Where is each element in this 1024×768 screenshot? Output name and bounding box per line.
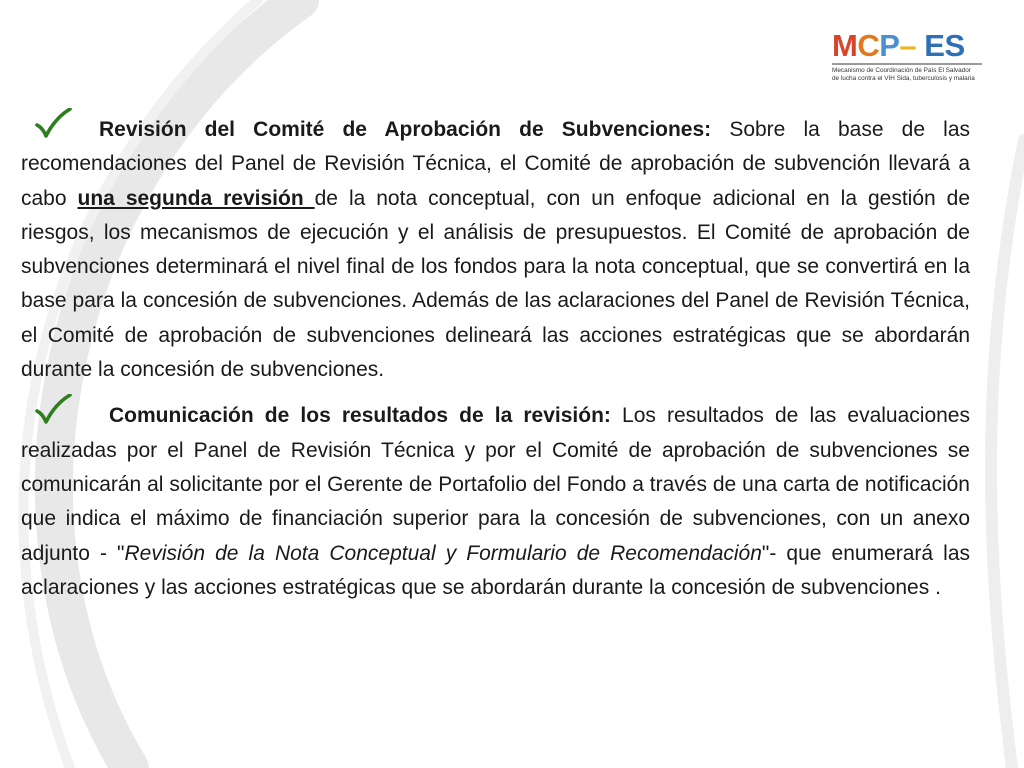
check-icon — [33, 108, 73, 138]
paragraph-2-italic-document-title: Revisión de la Nota Conceptual y Formulario de Recomendación — [124, 541, 762, 565]
logo-dash: – — [899, 28, 917, 63]
logo-divider — [832, 63, 982, 65]
paragraph-2-text-after-italic: "- que enumerará las aclaraciones y las acciones estratégicas que se abordarán durante la concesión de subvenciones . — [21, 541, 971, 599]
paragraph-2-heading: Comunicación de los resultados de la revisión: — [109, 404, 611, 428]
logo-letter-p: P — [879, 28, 900, 63]
paragraph-2-text-before-italic: Los resultados de las evaluaciones realizadas por el Panel de Revisión Técnica y por el Comité de aprobación de subvenciones se comunicarán al solicitante por el Gerente de Portafolio del Fondo a través de una carta de notificación que indica el máximo de financiación superior para la concesión de subvenciones, con un anexo adjunto - " — [21, 404, 970, 565]
paragraph-1-heading: Revisión del Comité de Aprobación de Subvenciones: — [99, 118, 712, 141]
logo-subtitle-line2: de lucha contra el VIH Sida, tuberculosis y malaria — [832, 74, 975, 82]
paragraph-1-text-before-underline: Sobre la base de las recomendaciones del Panel de Revisión Técnica, el Comité de aprobación de subvención llevará a cabo — [21, 118, 971, 210]
logo-letter-m: M — [832, 28, 858, 63]
paragraph-1-underlined-phrase: una segunda revisión — [77, 186, 315, 210]
check-icon — [33, 394, 73, 424]
logo-letters-es: ES — [916, 28, 965, 63]
logo-letter-c: C — [857, 28, 880, 63]
logo-wordmark — [832, 30, 984, 62]
paragraph-comunicacion-resultados — [21, 394, 970, 605]
logo-subtitle-line1: Mecanismo de Coordinación de País El Salvador — [832, 67, 971, 74]
swoosh-arc-right — [991, 140, 1024, 768]
paragraph-revision-comite — [21, 108, 970, 387]
mcp-es-logo — [832, 30, 984, 82]
slide-content — [21, 108, 970, 605]
paragraph-1-text-after-underline: de la nota conceptual, con un enfoque adicional en la gestión de riesgos, los mecanismos de ejecución y el análisis de presupuestos. El Comité de aprobación de subvenciones determinará el nivel final de los fondos para la nota conceptual, que se convertirá en la base para la concesión de subvenciones. Además de las aclaraciones del Panel de Revisión Técnica, el Comité de aprobación de subvenciones delineará las acciones estratégicas que se abordarán durante la concesión de subvenciones. — [21, 186, 970, 382]
